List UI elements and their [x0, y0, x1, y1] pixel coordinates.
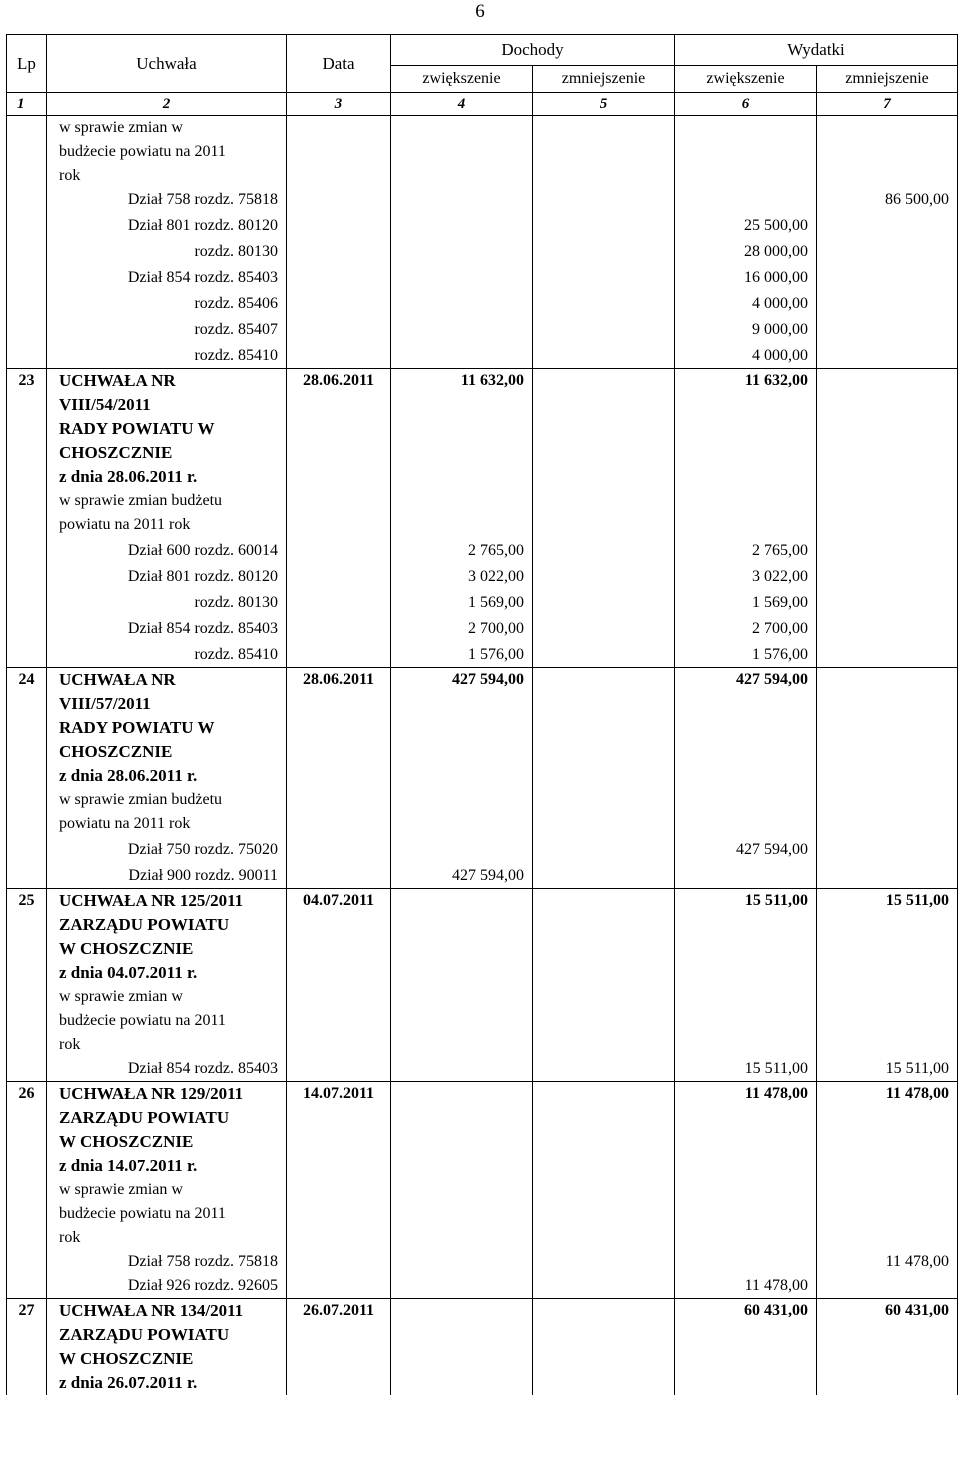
table-row: 27 UCHWAŁA NR 134/2011 ZARZĄDU POWIATU W CHOSZCZNIE z dnia 26.07.2011 r. 26.07.2011 60 431,00 60 431,00: [7, 1299, 958, 1396]
col-dochody: Dochody: [391, 35, 675, 66]
page-number: 6: [475, 1, 485, 22]
col-wyd-zw: zwiększenie: [675, 66, 817, 93]
col-doch-zmn: zmniejszenie: [533, 66, 675, 93]
col-lp: Lp: [7, 35, 47, 93]
budget-changes-table: [6, 34, 958, 1395]
column-numbers-row: 1 2 3 4 5 6 7: [7, 93, 958, 116]
table-row: 25 UCHWAŁA NR 125/2011 ZARZĄDU POWIATU W CHOSZCZNIE z dnia 04.07.2011 r. w sprawie zmian w budżecie powiatu na 2011 rok Dział 854 rozdz. 85403 04.07.2011 15 511,00 15 511,00 15 511,00 15 511,00: [7, 889, 958, 1082]
col-doch-zw: zwiększenie: [391, 66, 533, 93]
table-row: w sprawie zmian w budżecie powiatu na 2011 rok Dział 758 rozdz. 75818 Dział 801 rozdz. 80120 rozdz. 80130 Dział 854 rozdz. 85403 rozdz. 85406 rozdz. 85407 rozdz. 85410 25 500,00 28 000,00 16 000,00 4 000,00 9 000,00 4 000,00 86 500,00: [7, 116, 958, 369]
table-row: 23 UCHWAŁA NR VIII/54/2011 RADY POWIATU W CHOSZCZNIE z dnia 28.06.2011 r. w sprawie zmian budżetu powiatu na 2011 rok Dział 600 rozdz. 60014 Dział 801 rozdz. 80120 rozdz. 80130 Dział 854 rozdz. 85403 rozdz. 85410 28.06.2011 11 632,00 2 765,00 3 022,00 1 569,00 2 700,00 1 576,00 11 632,00 2 765,00 3 022,00 1 569,00 2 700,00 1 576,00: [7, 369, 958, 668]
table-row: 26 UCHWAŁA NR 129/2011 ZARZĄDU POWIATU W CHOSZCZNIE z dnia 14.07.2011 r. w sprawie zmian w budżecie powiatu na 2011 rok Dział 758 rozdz. 75818 Dział 926 rozdz. 92605 14.07.2011 11 478,00 11 478,00 11 478,00 11 478,00: [7, 1082, 958, 1299]
col-wydatki: Wydatki: [675, 35, 958, 66]
col-uchwala: Uchwała: [47, 35, 287, 93]
table-row: 24 UCHWAŁA NR VIII/57/2011 RADY POWIATU W CHOSZCZNIE z dnia 28.06.2011 r. w sprawie zmian budżetu powiatu na 2011 rok Dział 750 rozdz. 75020 Dział 900 rozdz. 90011 28.06.2011 427 594,00 427 594,00 427 594,00 427 594,00: [7, 668, 958, 889]
col-data: Data: [287, 35, 391, 93]
col-wyd-zmn: zmniejszenie: [817, 66, 958, 93]
